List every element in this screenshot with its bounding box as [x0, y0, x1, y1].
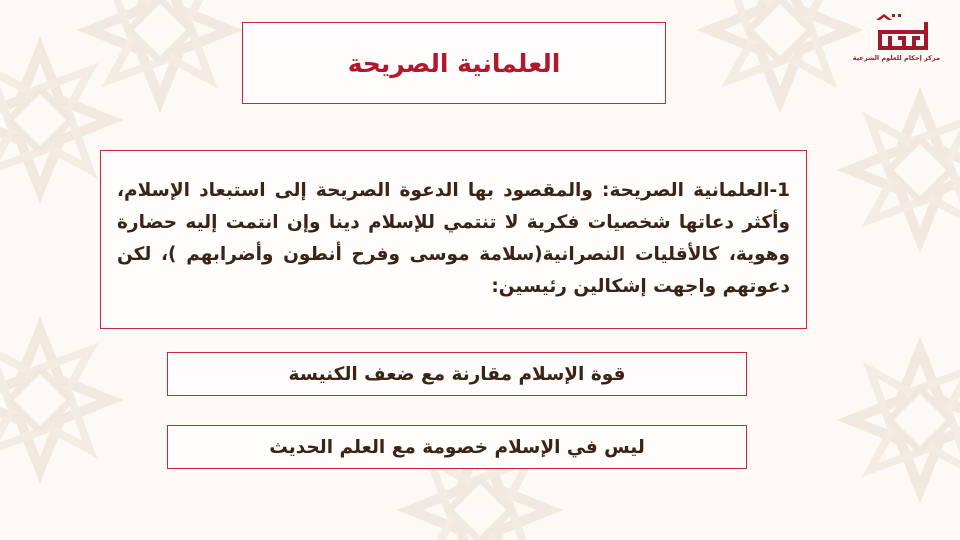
definition-paragraph: [117, 175, 790, 303]
definition-box: [100, 150, 807, 329]
ihkam-logo: [872, 10, 934, 76]
point-box-1: [167, 352, 747, 396]
slide-title: العلمانية الصريحة: [347, 48, 561, 78]
point-box-2: [167, 425, 747, 469]
point-text-1: قوة الإسلام مقارنة مع ضعف الكنيسة: [288, 363, 626, 385]
point-text-2: ليس في الإسلام خصومة مع العلم الحديث: [269, 436, 645, 458]
definition-lead: 1-العلمانية الصريحة:: [602, 180, 791, 201]
definition-body: والمقصود بها الدعوة الصريحة إلى استبعاد الإسلام، وأكثر دعاتها شخصيات فكرية لا تنتمي للإسلام دينا وإن انتمت إليه حضارة وهوية، كالأقليات النصرانية(سلامة موسى وفرح أنطون وأضرابهم )، لكن دعوتهم واجهت إشكالين رئيسين:: [117, 180, 790, 297]
title-box: [242, 22, 666, 104]
logo-caption: مركز إحكام للعلوم الشرعية: [852, 54, 940, 62]
